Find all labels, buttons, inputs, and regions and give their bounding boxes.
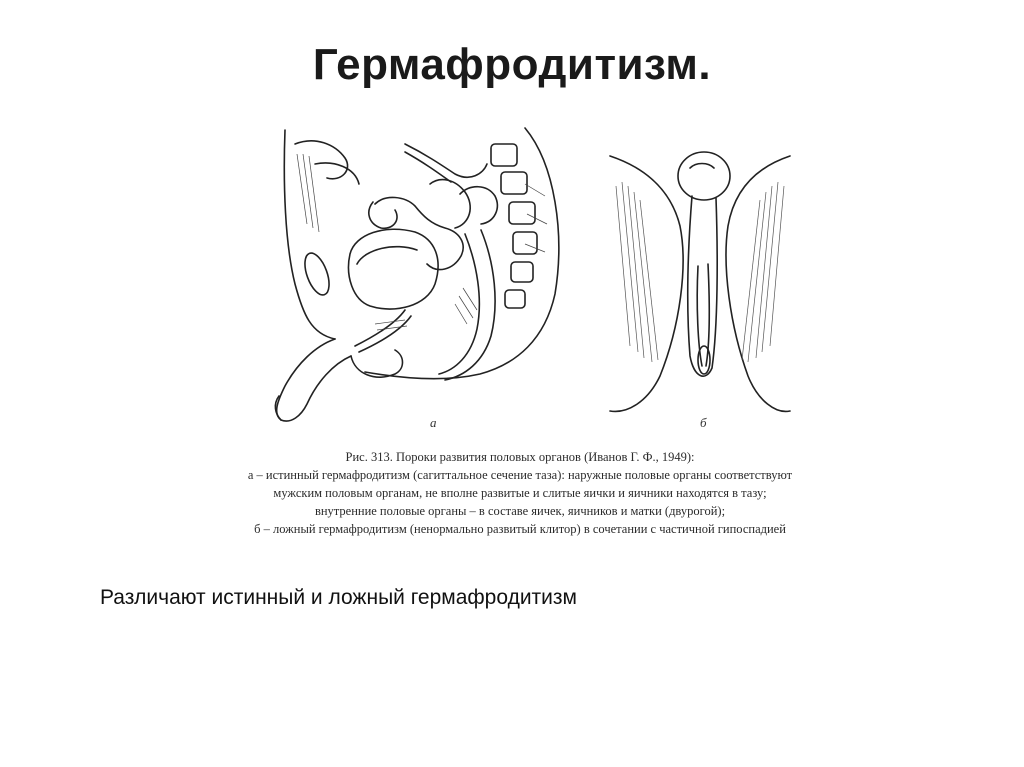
anatomy-figure xyxy=(245,118,835,558)
caption-line: а – истинный гермафродитизм (сагиттальное сечение таза): наружные половые органы соответствуют xyxy=(247,468,793,482)
caption-line: Рис. 313. Пороки развития половых органов (Иванов Г. Ф., 1949): xyxy=(345,450,695,464)
slide-title: Гермафродитизм. xyxy=(312,40,712,89)
illustration-external-genitalia xyxy=(600,146,800,416)
figure-label-b: б xyxy=(700,415,707,430)
illustration-sagittal-section xyxy=(255,124,585,424)
figure-label-a: а xyxy=(430,415,437,430)
lead-text: Различают истинный и ложный гермафродитизм xyxy=(100,586,577,609)
figure-caption xyxy=(210,448,830,538)
caption-line: мужским половым органам, не вполне развитые и слитые яички и яичники находятся в тазу; xyxy=(273,486,767,500)
caption-line: б – ложный гермафродитизм (ненормально развитый клитор) в сочетании с частичной гипоспадией xyxy=(254,522,786,536)
caption-line: внутренние половые органы – в составе яичек, яичников и матки (двурогой); xyxy=(314,504,726,518)
